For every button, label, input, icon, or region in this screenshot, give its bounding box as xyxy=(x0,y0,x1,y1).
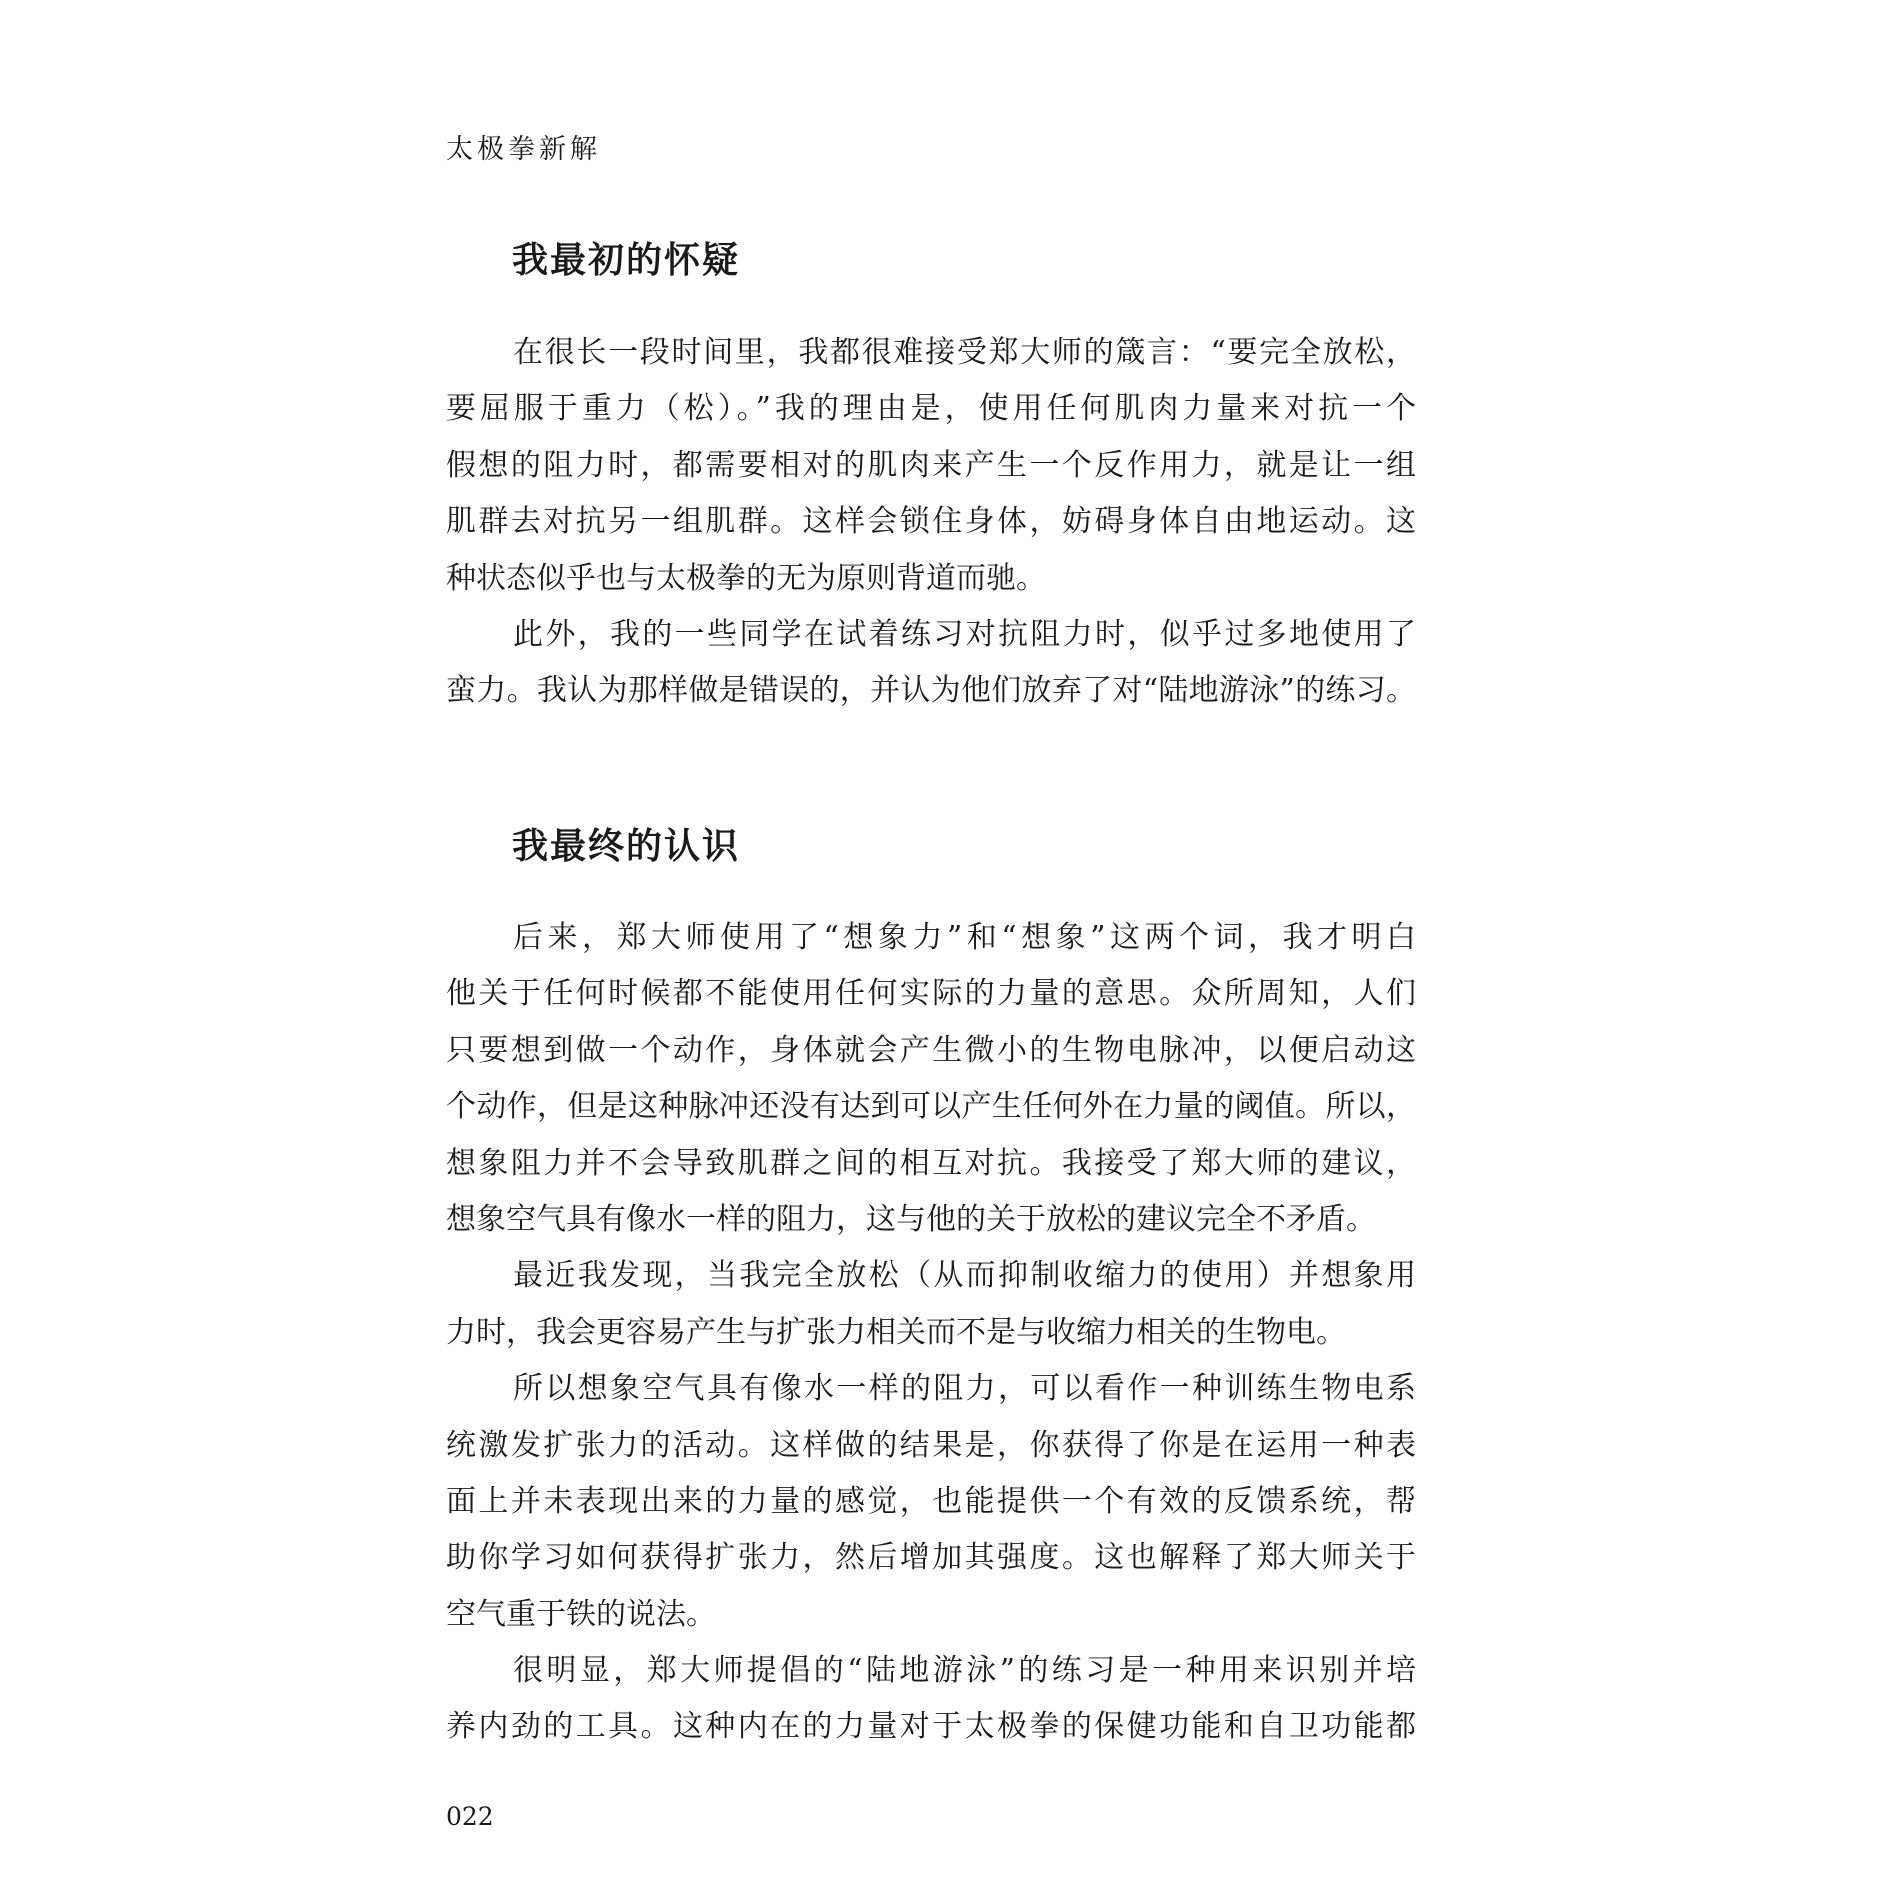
body-line: 个动作，但是这种脉冲还没有达到可以产生任何外在力量的阈值。所以， xyxy=(446,1089,1416,1125)
running-head: 太极拳新解 xyxy=(446,134,601,165)
body-line: 要屈服于重力（松）。”我的理由是，使用任何肌肉力量来对抗一个 xyxy=(446,391,1416,427)
page-number: 022 xyxy=(446,1802,494,1831)
body-line: 所以想象空气具有像水一样的阻力，可以看作一种训练生物电系 xyxy=(513,1371,1416,1407)
body-line: 只要想到做一个动作，身体就会产生微小的生物电脉冲，以便启动这 xyxy=(446,1032,1416,1068)
body-line: 肌群去对抗另一组肌群。这样会锁住身体，妨碍身体自由地运动。这 xyxy=(446,504,1416,540)
body-line: 假想的阻力时，都需要相对的肌肉来产生一个反作用力，就是让一组 xyxy=(446,447,1416,483)
body-line: 面上并未表现出来的力量的感觉，也能提供一个有效的反馈系统，帮 xyxy=(446,1483,1416,1519)
body-line: 他关于任何时候都不能使用任何实际的力量的意思。众所周知，人们 xyxy=(446,976,1416,1012)
body-line: 此外，我的一些同学在试着练习对抗阻力时，似乎过多地使用了 xyxy=(513,616,1416,652)
body-line: 最近我发现，当我完全放松（从而抑制收缩力的使用）并想象用 xyxy=(513,1258,1416,1294)
section-heading-final-understanding: 我最终的认识 xyxy=(512,826,741,867)
body-line: 蛮力。我认为那样做是错误的，并认为他们放弃了对“陆地游泳”的练习。 xyxy=(446,673,1416,709)
section-heading-initial-doubt: 我最初的怀疑 xyxy=(512,240,741,281)
body-line: 种状态似乎也与太极拳的无为原则背道而驰。 xyxy=(446,560,1046,596)
body-line: 在很长一段时间里，我都很难接受郑大师的箴言：“要完全放松， xyxy=(513,335,1416,370)
body-line: 想象阻力并不会导致肌群之间的相互对抗。我接受了郑大师的建议， xyxy=(446,1145,1416,1181)
section-body-final-understanding xyxy=(446,910,1416,1756)
section-body-initial-doubt xyxy=(446,325,1416,720)
body-line: 助你学习如何获得扩张力，然后增加其强度。这也解释了郑大师关于 xyxy=(446,1540,1416,1576)
body-line: 想象空气具有像水一样的阻力，这与他的关于放松的建议完全不矛盾。 xyxy=(446,1201,1376,1237)
body-line: 很明显，郑大师提倡的“陆地游泳”的练习是一种用来识别并培 xyxy=(513,1653,1416,1689)
body-line: 力时，我会更容易产生与扩张力相关而不是与收缩力相关的生物电。 xyxy=(446,1314,1346,1350)
body-line: 养内劲的工具。这种内在的力量对于太极拳的保健功能和自卫功能都 xyxy=(446,1709,1416,1745)
body-line: 统激发扩张力的活动。这样做的结果是，你获得了你是在运用一种表 xyxy=(446,1427,1416,1463)
body-line: 空气重于铁的说法。 xyxy=(446,1596,716,1632)
body-line: 后来，郑大师使用了“想象力”和“想象”这两个词，我才明白 xyxy=(513,920,1416,955)
